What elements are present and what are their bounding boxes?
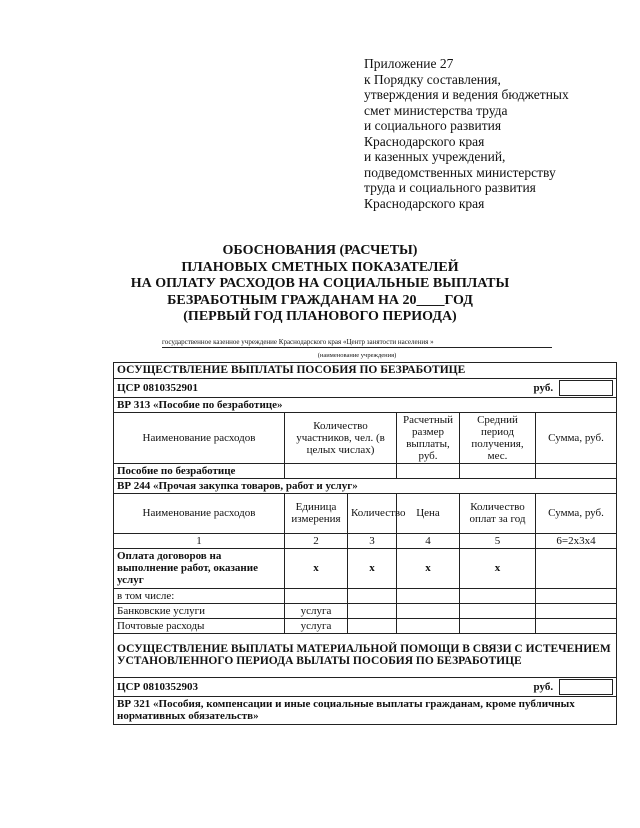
t2-bank-payments[interactable] (460, 603, 536, 618)
t2-col-price: Цена (397, 493, 460, 533)
t2-bank-qty[interactable] (348, 603, 397, 618)
t2-bank-unit: услуга (285, 603, 348, 618)
institution-name: государственное казенное учреждение Краснодарского края «Центр занятости населения » (162, 338, 434, 346)
appendix-line: утверждения и ведения бюджетных (364, 87, 569, 102)
t2-post-qty[interactable] (348, 618, 397, 633)
t1-cell-count[interactable] (285, 463, 397, 478)
section2-rub-label: руб. (533, 680, 554, 693)
t2-x-payments: х (460, 548, 536, 588)
appendix-line: смет министерства труда (364, 102, 508, 118)
t1-col-period: Средний период получения, мес. (460, 412, 536, 463)
title-line: ОБОСНОВАНИЯ (РАСЧЕТЫ) (222, 243, 418, 258)
section1-vr313: ВР 313 «Пособие по безработице» (114, 397, 617, 412)
institution-underline (162, 347, 552, 348)
section2-header: ОСУЩЕСТВЛЕНИЕ ВЫПЛАТЫ МАТЕРИАЛЬНОЙ ПОМОЩИ В СВЯЗИ С ИСТЕЧЕНИЕМ УСТАНОВЛЕННОГО ПЕРИОДА ВЫЛАТЫ ПОСОБИЯ ПО БЕЗРАБОТИЦЕ (114, 633, 617, 677)
appendix-line: Краснодарского края (364, 195, 485, 211)
appendix-line: Краснодарского края (364, 133, 485, 149)
title-line: ПЛАНОВЫХ СМЕТНЫХ ПОКАЗАТЕЛЕЙ (181, 259, 459, 275)
t2-post-unit: услуга (285, 618, 348, 633)
section1-rub-field[interactable] (559, 380, 613, 396)
t2-row-post: Почтовые расходы (114, 618, 285, 633)
appendix-line: Приложение 27 (364, 56, 454, 71)
t2-col-payments: Количество оплат за год (460, 493, 536, 533)
appendix-block (364, 56, 614, 211)
title-line: НА ОПЛАТУ РАСХОДОВ НА СОЦИАЛЬНЫЕ ВЫПЛАТЫ (130, 276, 510, 291)
institution-caption: (наименование учреждения) (317, 352, 397, 359)
t2-num-6: 6=2x3x4 (536, 533, 617, 548)
t2-col-name: Наименование расходов (114, 493, 285, 533)
calculation-table (113, 362, 617, 725)
t2-col-unit: Единица измерения (285, 493, 348, 533)
t1-cell-rate[interactable] (397, 463, 460, 478)
section1-rub-label: руб. (533, 381, 554, 394)
t2-x-unit: х (285, 548, 348, 588)
t2-post-price[interactable] (397, 618, 460, 633)
t1-col-rate: Расчетный размер выплаты, руб. (397, 412, 460, 463)
section2-csr: ЦСР 0810352903 (117, 680, 198, 693)
t2-row-bank: Банковские услуги (114, 603, 285, 618)
t2-num-1: 1 (114, 533, 285, 548)
t2-num-2: 2 (285, 533, 348, 548)
t1-col-name: Наименование расходов (114, 412, 285, 463)
t1-col-count: Количество участников, чел. (в целых числах) (285, 412, 397, 463)
t2-row-including: в том числе: (114, 588, 285, 603)
t2-col-qty: Количество (348, 493, 397, 533)
t2-post-sum[interactable] (536, 618, 617, 633)
t2-x-price: х (397, 548, 460, 588)
t2-bank-price[interactable] (397, 603, 460, 618)
appendix-line: к Порядку составления, (364, 71, 501, 87)
appendix-line: и казенных учреждений, (364, 149, 506, 164)
t2-col-sum: Сумма, руб. (536, 493, 617, 533)
title-line: (ПЕРВЫЙ ГОД ПЛАНОВОГО ПЕРИОДА) (183, 309, 457, 324)
t2-contracts-sum[interactable] (536, 548, 617, 588)
appendix-line: и социального развития (364, 118, 502, 133)
section1-csr: ЦСР 0810352901 (117, 381, 198, 394)
t2-post-payments[interactable] (460, 618, 536, 633)
section1-vr244: ВР 244 «Прочая закупка товаров, работ и услуг» (114, 478, 617, 493)
t2-num-5: 5 (460, 533, 536, 548)
t2-bank-sum[interactable] (536, 603, 617, 618)
appendix-line: труда и социального развития (364, 180, 536, 195)
section2-vr321: ВР 321 «Пособия, компенсации и иные социальные выплаты гражданам, кроме публичных нормативных обязательств» (114, 696, 617, 724)
t1-row-benefit: Пособие по безработице (114, 463, 285, 478)
t2-x-qty: х (348, 548, 397, 588)
appendix-line: подведомственных министерству (364, 164, 556, 180)
t2-num-3: 3 (348, 533, 397, 548)
t2-num-4: 4 (397, 533, 460, 548)
section2-rub-field[interactable] (559, 679, 613, 695)
t1-cell-period[interactable] (460, 463, 536, 478)
section1-header: ОСУЩЕСТВЛЕНИЕ ВЫПЛАТЫ ПОСОБИЯ ПО БЕЗРАБОТИЦЕ (114, 363, 617, 379)
t1-col-sum: Сумма, руб. (536, 412, 617, 463)
document-title (90, 243, 550, 326)
section2-csr-row (114, 677, 617, 696)
section1-csr-row (114, 378, 617, 397)
t1-cell-sum[interactable] (536, 463, 617, 478)
title-line: БЕЗРАБОТНЫМ ГРАЖДАНАМ НА 20____ГОД (167, 292, 473, 308)
t2-row-contracts: Оплата договоров на выполнение работ, оказание услуг (114, 548, 285, 588)
